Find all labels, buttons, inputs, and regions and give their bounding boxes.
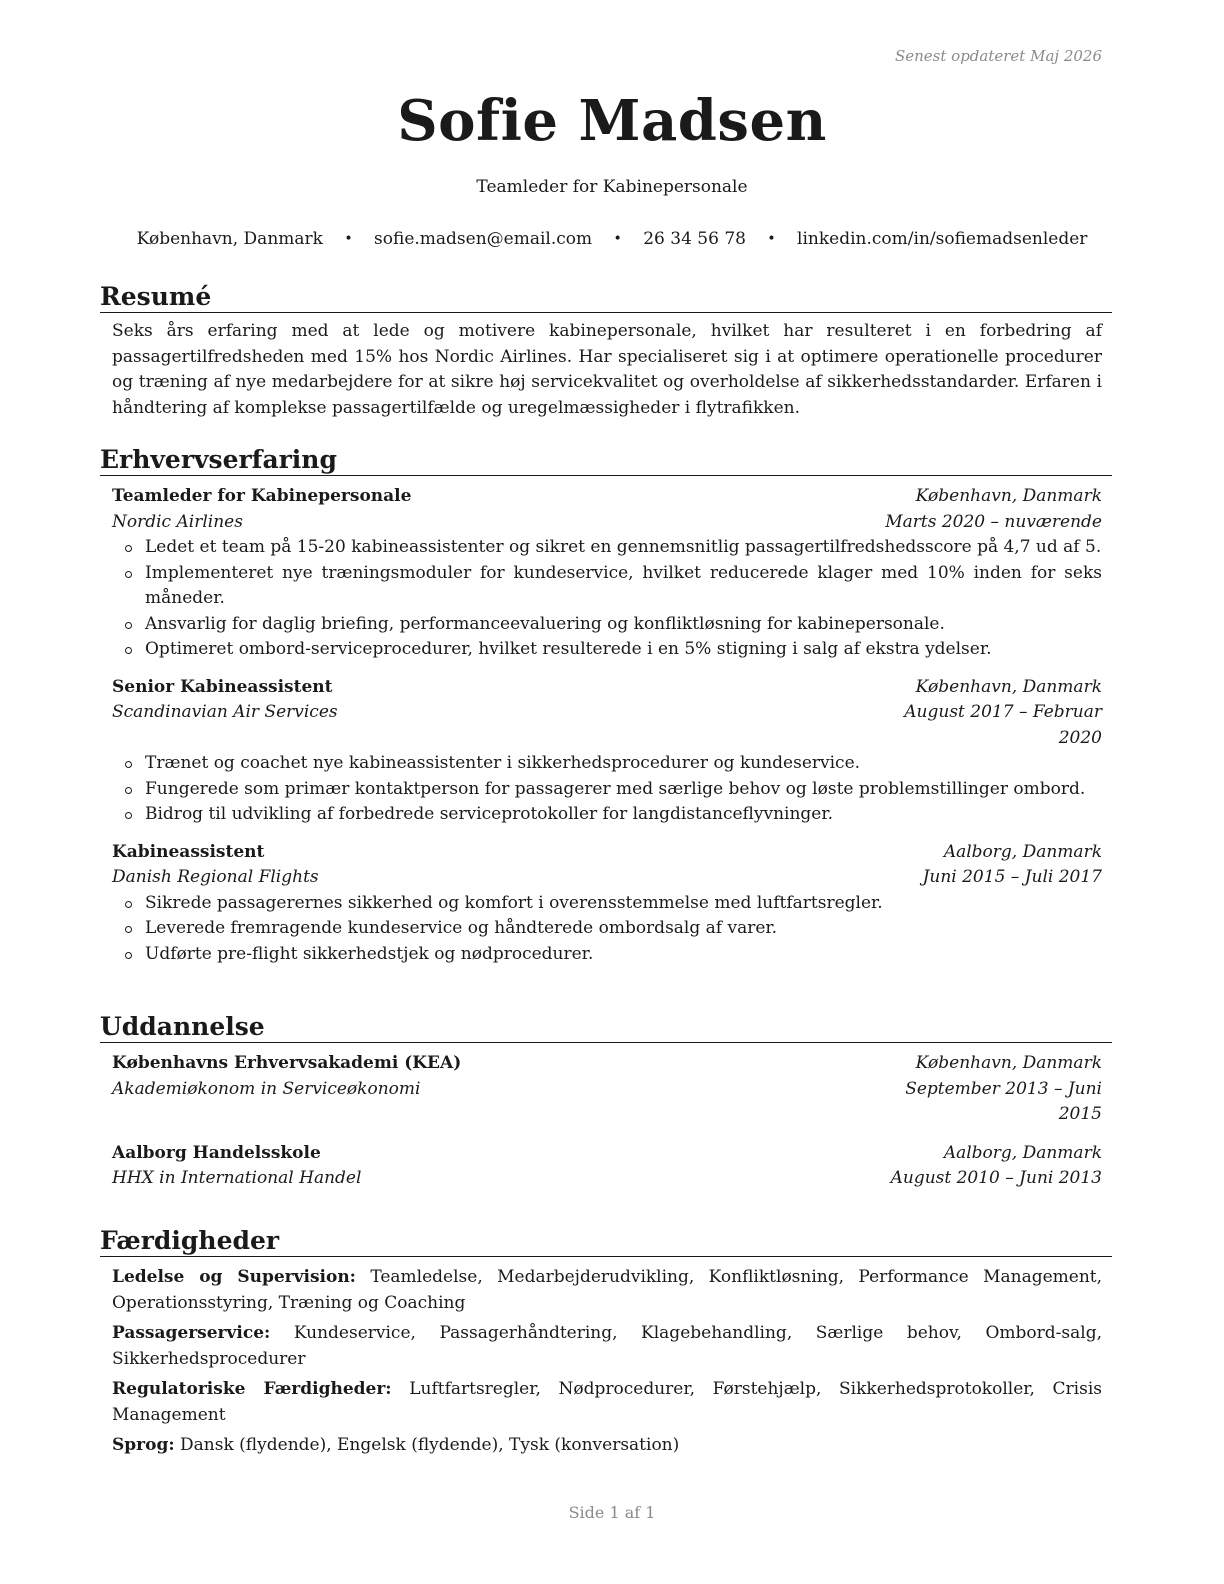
contact-line [0,229,1224,249]
contact-separator: • [613,231,622,247]
job-dates: Juni 2015 – Juli 2017 [922,867,1102,887]
experience-section [100,445,1112,967]
section-heading: Resumé [100,282,1112,313]
candidate-name: Sofie Madsen [397,88,827,154]
job-bullet: Trænet og coachet nye kabineassistenter i sikkerhedsprocedurer og kundeservice. [112,751,1102,777]
education-section [100,1012,1112,1192]
school-dates: August 2010 – Juni 2013 [890,1168,1102,1188]
last-updated: Senest opdateret Maj 2026 [894,47,1102,65]
job-company: Scandinavian Air Services [112,702,338,722]
summary-text: Seks års erfaring med at lede og motivere kabinepersonale, hvilket har resulteret i en forbedring af passagertilfredsheden med 15% hos Nordic Airlines. Har specialiseret sig i at optimere operationelle procedurer og træning af nye medarbejdere for at sikre høj servicekvalitet og overholdelse af sikkerhedsstandarder. Erfaren i håndtering af komplekse passagertilfælde og uregelmæssigheder i flytrafikken. [112,321,1102,418]
skill-group [112,1433,1102,1459]
section-heading: Uddannelse [100,1012,1112,1043]
skill-group [112,1377,1102,1428]
skill-group [112,1321,1102,1372]
skill-items: Teamledelse, Medarbejderudvikling, Konfliktløsning, Performance Management, Operationsstyring, Træning og Coaching [112,1267,1103,1313]
job-entry [112,675,1102,828]
job-company: Danish Regional Flights [112,867,319,887]
summary-section [100,282,1112,421]
contact-separator: • [344,231,353,247]
school-name: Aalborg Handelsskole [112,1142,321,1163]
skill-group [112,1265,1102,1316]
job-dates: Marts 2020 – nuværende [885,511,1102,532]
contact-separator: • [767,231,776,247]
school-name: Københavns Erhvervsakademi (KEA) [112,1053,462,1073]
job-location: København, Danmark [915,486,1102,506]
job-location: København, Danmark [915,676,1102,697]
candidate-headline: Teamleder for Kabinepersonale [476,177,748,197]
school-degree: Akademiøkonom in Serviceøkonomi [112,1078,421,1099]
job-bullet: Ansvarlig for daglig briefing, performanceevaluering og konfliktløsning for kabinepersonale. [112,612,1102,638]
contact-linkedin[interactable]: linkedin.com/in/sofiemadsenleder [797,229,1088,249]
job-location: Aalborg, Danmark [943,841,1102,862]
page-footer: Side 1 af 1 [568,1503,656,1522]
section-heading: Erhvervserfaring [100,445,1112,476]
skill-items: Kundeservice, Passagerhåndtering, Klagebehandling, Særlige behov, Ombord-salg, Sikkerhedsprocedurer [112,1323,1102,1369]
school-location: København, Danmark [915,1053,1102,1073]
skill-category: Passagerservice: [112,1323,271,1343]
skill-category: Regulatoriske Færdigheder: [112,1379,392,1399]
job-bullet: Bidrog til udvikling af forbedrede serviceprotokoller for langdistanceflyvninger. [112,802,1102,828]
contact-email[interactable]: sofie.madsen@email.com [374,229,593,249]
section-heading: Færdigheder [100,1226,1112,1257]
job-company: Nordic Airlines [112,511,243,532]
job-title: Senior Kabineassistent [112,676,333,697]
education-entry [112,1141,1102,1192]
job-title: Kabineassistent [112,841,265,862]
job-title: Teamleder for Kabinepersonale [112,486,412,506]
job-bullet: Implementeret nye træningsmoduler for kundeservice, hvilket reducerede klager med 10% inden for seks måneder. [112,561,1102,612]
skill-category: Ledelse og Supervision: [112,1267,356,1287]
skill-items: Luftfartsregler, Nødprocedurer, Førstehjælp, Sikkerhedsprotokoller, Crisis Management [112,1379,1103,1425]
school-location: Aalborg, Danmark [943,1142,1102,1163]
education-entry [112,1051,1102,1128]
skill-category: Sprog: [112,1435,175,1455]
skills-section [100,1226,1112,1459]
job-entry [112,840,1102,968]
job-dates: August 2017 – Februar 2020 [904,702,1102,748]
contact-phone: 26 34 56 78 [643,229,746,249]
job-bullet: Udførte pre-flight sikkerhedstjek og nødprocedurer. [112,942,1102,968]
school-degree: HHX in International Handel [112,1168,362,1188]
school-dates: September 2013 – Juni 2015 [905,1078,1102,1124]
job-bullet: Leverede fremragende kundeservice og håndterede ombordsalg af varer. [112,916,1102,942]
job-bullet: Sikrede passagerernes sikkerhed og komfort i overensstemmelse med luftfartsregler. [112,891,1102,917]
job-bullet: Fungerede som primær kontaktperson for passagerer med særlige behov og løste problemstillinger ombord. [112,777,1102,803]
job-bullet: Ledet et team på 15-20 kabineassistenter og sikret en gennemsnitlig passagertilfredshedsscore på 4,7 ud af 5. [112,535,1102,561]
job-bullet: Optimeret ombord-serviceprocedurer, hvilket resulterede i en 5% stigning i salg af ekstra ydelser. [112,637,1102,663]
job-entry [112,484,1102,663]
skill-items: Dansk (flydende), Engelsk (flydende), Tysk (konversation) [180,1435,680,1455]
contact-location: København, Danmark [136,229,323,249]
